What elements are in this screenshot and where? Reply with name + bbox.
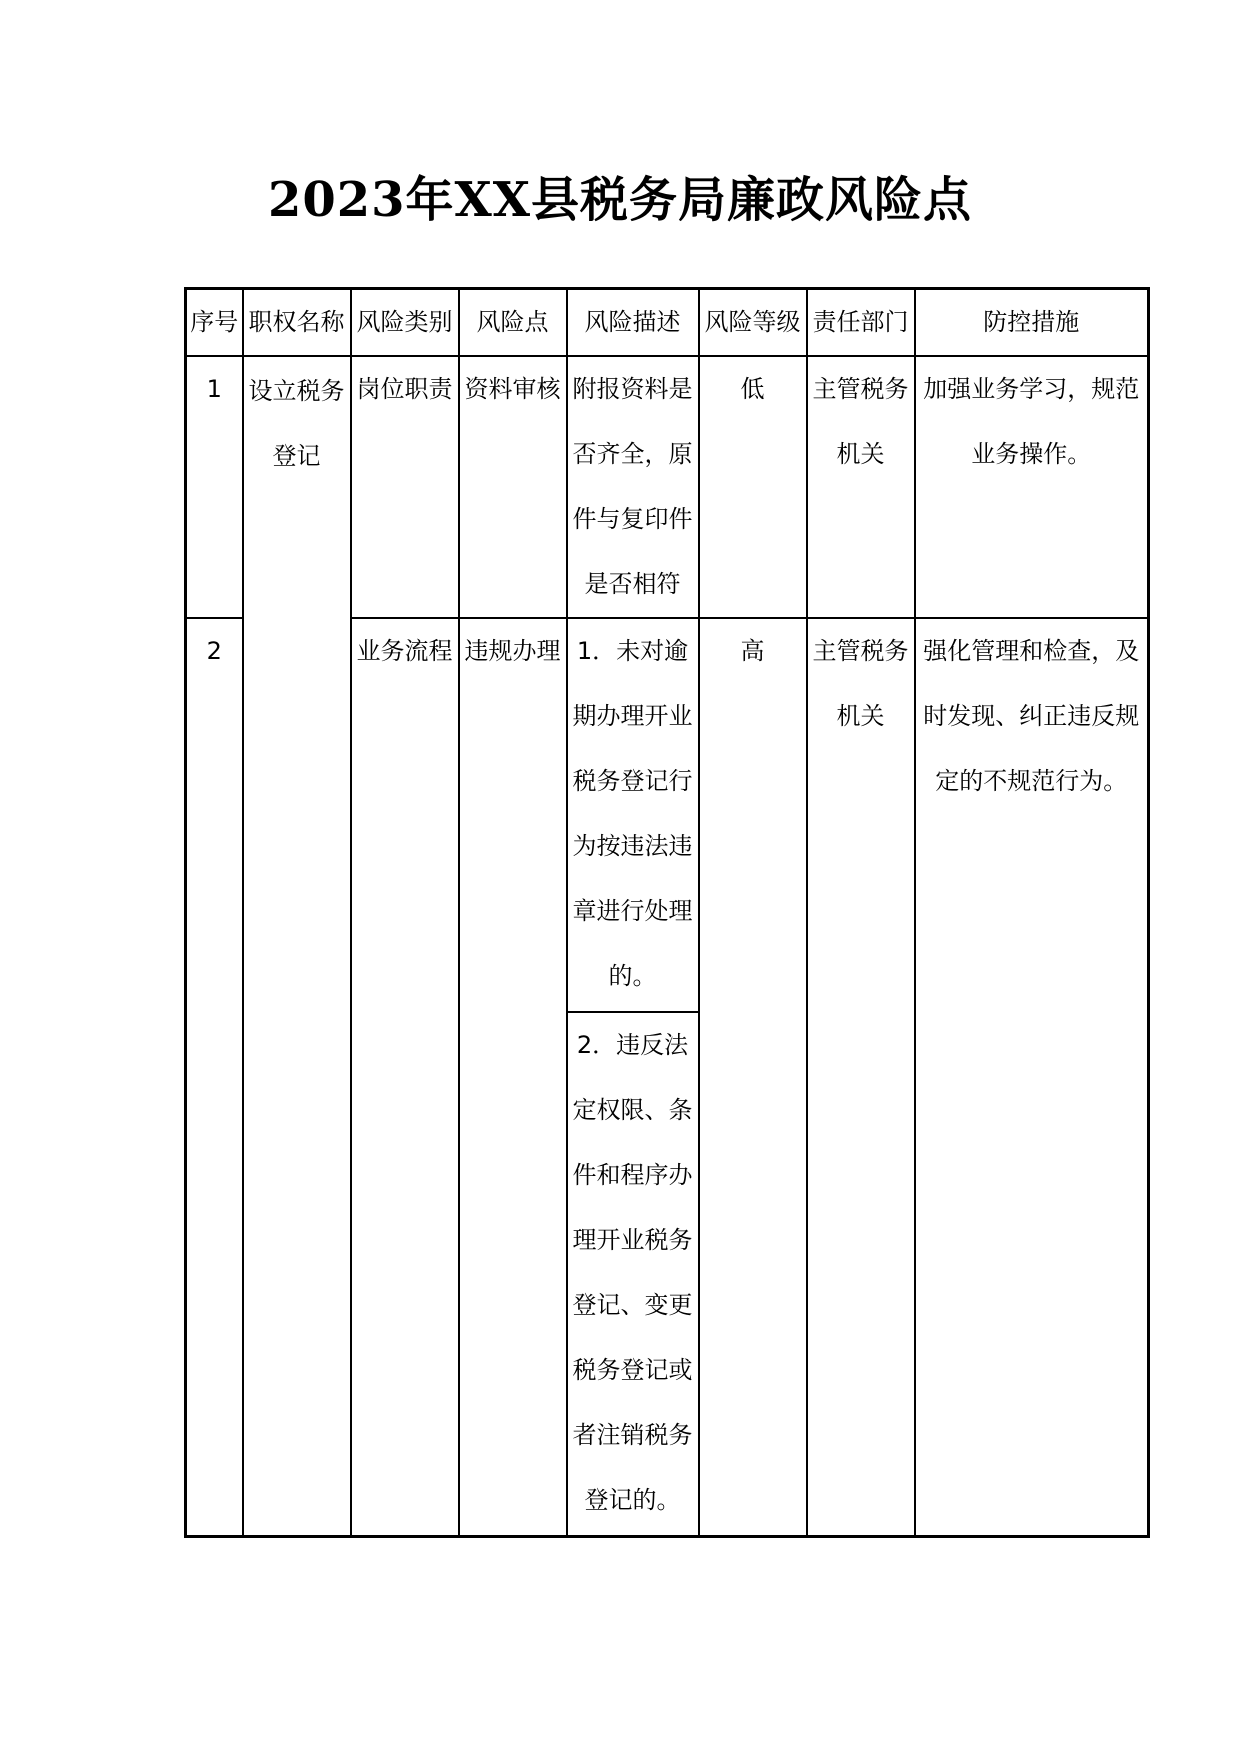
header-description: 风险描述 xyxy=(567,289,699,357)
row-point: 违规办理 xyxy=(459,618,567,1536)
row-department: 主管税务机关 xyxy=(807,356,915,618)
header-authority: 职权名称 xyxy=(243,289,351,357)
row-description-1: 1．未对逾期办理开业税务登记行为按违法违章进行处理的。 xyxy=(567,618,699,1012)
row-measure: 加强业务学习，规范业务操作。 xyxy=(915,356,1149,618)
row-authority: 设立税务登记 xyxy=(243,356,351,1536)
header-measure: 防控措施 xyxy=(915,289,1149,357)
row-level: 低 xyxy=(699,356,807,618)
row-level: 高 xyxy=(699,618,807,1536)
risk-table xyxy=(184,287,1150,1538)
header-point: 风险点 xyxy=(459,289,567,357)
row-category: 业务流程 xyxy=(351,618,459,1536)
table-header-row xyxy=(186,289,1149,357)
row-category: 岗位职责 xyxy=(351,356,459,618)
row-description-2: 2．违反法定权限、条件和程序办理开业税务登记、变更税务登记或者注销税务登记的。 xyxy=(567,1012,699,1536)
header-category: 风险类别 xyxy=(351,289,459,357)
table-row xyxy=(186,356,1149,618)
row-point: 资料审核 xyxy=(459,356,567,618)
document-title: 2023年XX县税务局廉政风险点 xyxy=(267,172,973,228)
header-level: 风险等级 xyxy=(699,289,807,357)
header-department: 责任部门 xyxy=(807,289,915,357)
row-department: 主管税务机关 xyxy=(807,618,915,1536)
row-measure: 强化管理和检查，及时发现、纠正违反规定的不规范行为。 xyxy=(915,618,1149,1536)
row-no: 1 xyxy=(186,356,243,618)
header-no: 序号 xyxy=(186,289,243,357)
row-no: 2 xyxy=(186,618,243,1536)
row-description: 附报资料是否齐全，原件与复印件是否相符 xyxy=(567,356,699,618)
